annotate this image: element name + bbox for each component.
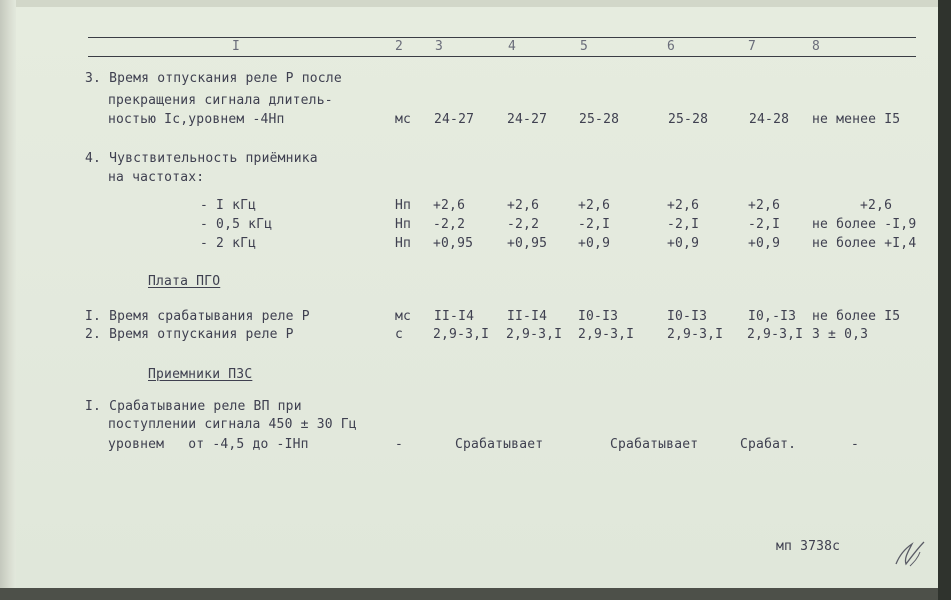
freq-row-value: не более +I,4 bbox=[812, 236, 917, 251]
freq-row-value: -2,I bbox=[578, 217, 611, 232]
freq-row-value: +2,6 bbox=[433, 198, 466, 213]
pgo-row-value: 2,9-3,I bbox=[667, 327, 724, 342]
freq-row-unit: Нп bbox=[395, 217, 412, 232]
pzs-value: Срабат. bbox=[740, 437, 797, 452]
page-side-edge bbox=[938, 0, 951, 600]
section-title-pzs: Приемники ПЗС bbox=[148, 367, 253, 382]
handwritten-mark-icon bbox=[890, 534, 930, 574]
item3-value-8: не менее I5 bbox=[812, 112, 901, 127]
section-title-pgo: Плата ПГО bbox=[148, 274, 221, 289]
freq-row-value: +2,6 bbox=[507, 198, 540, 213]
pzs-line3: уровнем от -4,5 до -IНп bbox=[108, 437, 309, 452]
page-top-edge bbox=[0, 0, 938, 7]
item3-line3: ностью Iс,уровнем -4Нп bbox=[108, 112, 285, 127]
pgo-row-unit: мс bbox=[395, 309, 412, 324]
freq-row-value: -2,2 bbox=[433, 217, 466, 232]
freq-row-value: -2,2 bbox=[507, 217, 540, 232]
col-header-4: 4 bbox=[508, 39, 517, 54]
freq-row-value: +2,6 bbox=[578, 198, 611, 213]
pgo-row-value: I0-I3 bbox=[667, 309, 708, 324]
freq-row-value: +0,9 bbox=[667, 236, 700, 251]
pgo-row-value: 2,9-3,I bbox=[506, 327, 563, 342]
pzs-value: - bbox=[851, 437, 860, 452]
freq-row-label: - 2 кГц bbox=[200, 236, 257, 251]
freq-row-value: +0,95 bbox=[433, 236, 474, 251]
item3-value-6: 25-28 bbox=[668, 112, 709, 127]
freq-row-value: -2,I bbox=[667, 217, 700, 232]
freq-row-value: +2,6 bbox=[748, 198, 781, 213]
pgo-row-value: 2,9-3,I bbox=[747, 327, 804, 342]
pzs-line1: I. Срабатывание реле ВП при bbox=[85, 399, 302, 414]
col-header-8: 8 bbox=[812, 39, 821, 54]
freq-row-label: - I кГц bbox=[200, 198, 257, 213]
pgo-row-value: 3 ± 0,3 bbox=[812, 327, 869, 342]
pgo-row-value: не более I5 bbox=[812, 309, 901, 324]
pzs-line2: поступлении сигнала 450 ± 30 Гц bbox=[108, 417, 357, 432]
col-header-1: I bbox=[232, 39, 241, 54]
pgo-row-label: I. Время срабатывания реле Р bbox=[85, 309, 310, 324]
item3-line1: 3. Время отпускания реле Р после bbox=[85, 71, 342, 86]
col-header-6: 6 bbox=[667, 39, 676, 54]
item3-value-5: 25-28 bbox=[579, 112, 620, 127]
pgo-row-label: 2. Время отпускания реле Р bbox=[85, 327, 294, 342]
freq-row-value: +0,9 bbox=[748, 236, 781, 251]
pgo-row-value: I0,-I3 bbox=[748, 309, 797, 324]
freq-row-unit: Нп bbox=[395, 198, 412, 213]
col-header-3: 3 bbox=[435, 39, 444, 54]
item3-value-3: 24-27 bbox=[434, 112, 475, 127]
document-code: мп 3738с bbox=[776, 539, 841, 554]
freq-row-value: +0,9 bbox=[578, 236, 611, 251]
freq-row-value: не более -I,9 bbox=[812, 217, 917, 232]
pgo-row-value: I0-I3 bbox=[578, 309, 619, 324]
pgo-row-unit: с bbox=[395, 327, 404, 342]
item3-value-4: 24-27 bbox=[507, 112, 548, 127]
col-header-5: 5 bbox=[580, 39, 589, 54]
item4-line1: 4. Чувствительность приёмника bbox=[85, 151, 318, 166]
pzs-value: Срабатывает bbox=[455, 437, 544, 452]
binding-margin bbox=[0, 0, 16, 588]
item4-line2: на частотах: bbox=[108, 170, 205, 185]
item3-value-7: 24-28 bbox=[749, 112, 790, 127]
col-header-2: 2 bbox=[395, 39, 404, 54]
freq-row-value: +2,6 bbox=[860, 198, 893, 213]
freq-row-label: - 0,5 кГц bbox=[200, 217, 273, 232]
pgo-row-value: 2,9-3,I bbox=[578, 327, 635, 342]
freq-row-value: +0,95 bbox=[507, 236, 548, 251]
header-bottom-rule bbox=[88, 56, 916, 57]
header-top-rule bbox=[88, 37, 916, 38]
pgo-row-value: II-I4 bbox=[507, 309, 548, 324]
pzs-unit: - bbox=[395, 437, 404, 452]
item3-unit: мс bbox=[395, 112, 412, 127]
freq-row-value: +2,6 bbox=[667, 198, 700, 213]
pgo-row-value: II-I4 bbox=[434, 309, 475, 324]
freq-row-unit: Нп bbox=[395, 236, 412, 251]
freq-row-value: -2,I bbox=[748, 217, 781, 232]
item3-line2: прекращения сигнала длитель- bbox=[108, 93, 333, 108]
pzs-value: Срабатывает bbox=[610, 437, 699, 452]
col-header-7: 7 bbox=[748, 39, 757, 54]
pgo-row-value: 2,9-3,I bbox=[433, 327, 490, 342]
